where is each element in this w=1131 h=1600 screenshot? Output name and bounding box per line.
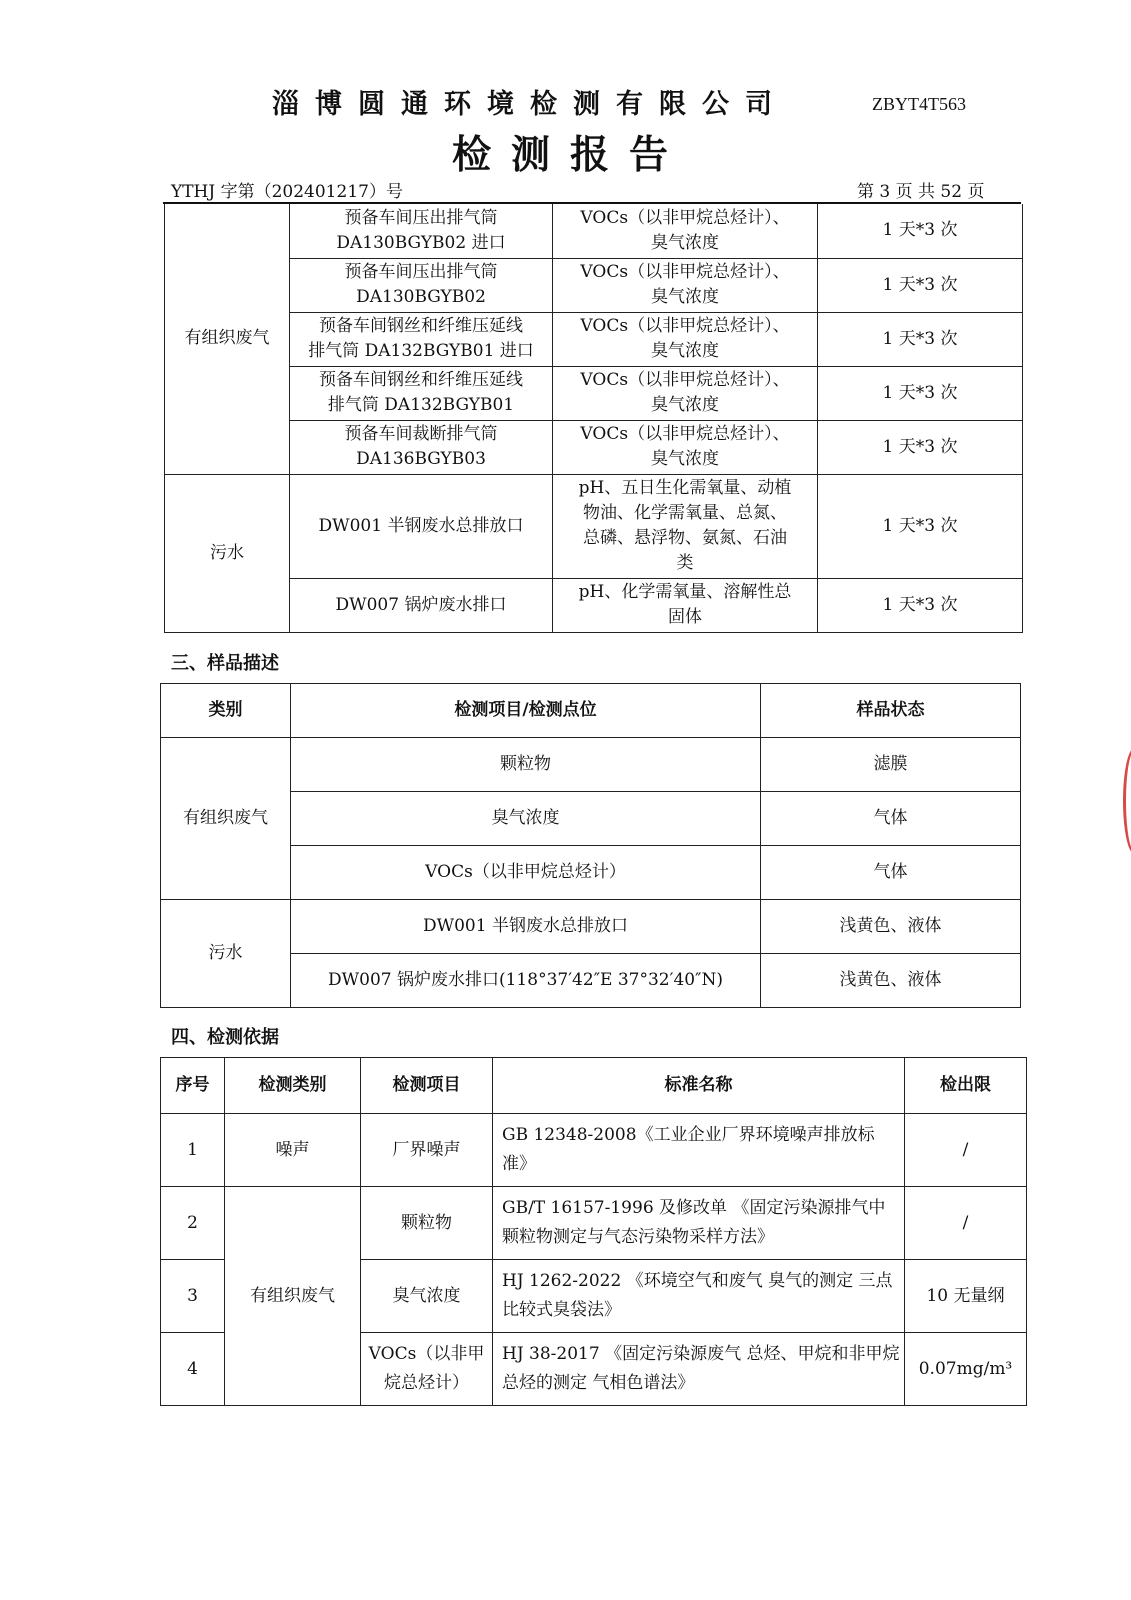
- point-cell: 预备车间压出排气筒 DA130BGYB02 进口: [290, 204, 553, 258]
- limit-cell: /: [905, 1187, 1027, 1260]
- table-row: [165, 578, 1023, 632]
- frequency-cell: 1 天*3 次: [818, 204, 1023, 258]
- column-header: 检测项目/检测点位: [291, 684, 761, 738]
- section-title-sample-description: 三、样品描述: [171, 653, 279, 674]
- frequency-cell: 1 天*3 次: [818, 258, 1023, 312]
- report-title: 检测报告: [452, 132, 689, 178]
- column-header: 检测项目: [361, 1058, 493, 1114]
- item-cell: VOCs（以非甲烷总烃计）: [291, 846, 761, 900]
- category-cell: 污水: [165, 474, 290, 632]
- table-row: [165, 366, 1023, 420]
- standard-cell: HJ 1262-2022 《环境空气和废气 臭气的测定 三点比较式臭袋法》: [493, 1260, 905, 1333]
- point-cell: 预备车间压出排气筒 DA130BGYB02: [290, 258, 553, 312]
- table-row: [161, 1187, 1027, 1260]
- table-row: [161, 738, 1021, 792]
- item-cell: 颗粒物: [291, 738, 761, 792]
- seal-stamp-edge: [1123, 748, 1131, 854]
- category-cell: 有组织废气: [225, 1187, 361, 1406]
- standard-cell: GB/T 16157-1996 及修改单 《固定污染源排气中颗粒物测定与气态污染物采样方法》: [493, 1187, 905, 1260]
- item-cell: DW007 锅炉废水排口(118°37′42″E 37°32′40″N): [291, 954, 761, 1008]
- table-header-row: [161, 1058, 1027, 1114]
- column-header: 检测类别: [225, 1058, 361, 1114]
- item-cell: 颗粒物: [361, 1187, 493, 1260]
- table-row: [165, 204, 1023, 258]
- table-row: [165, 420, 1023, 474]
- items-cell: pH、化学需氧量、溶解性总 固体: [553, 578, 818, 632]
- item-cell: DW001 半钢废水总排放口: [291, 900, 761, 954]
- items-cell: VOCs（以非甲烷总烃计）、 臭气浓度: [553, 420, 818, 474]
- column-header: 序号: [161, 1058, 225, 1114]
- point-cell: 预备车间裁断排气筒 DA136BGYB03: [290, 420, 553, 474]
- point-cell: 预备车间钢丝和纤维压延线 排气筒 DA132BGYB01: [290, 366, 553, 420]
- state-cell: 滤膜: [761, 738, 1021, 792]
- frequency-cell: 1 天*3 次: [818, 366, 1023, 420]
- standard-cell: GB 12348-2008《工业企业厂界环境噪声排放标准》: [493, 1114, 905, 1187]
- category-cell: 污水: [161, 900, 291, 1008]
- column-header: 检出限: [905, 1058, 1027, 1114]
- frequency-cell: 1 天*3 次: [818, 578, 1023, 632]
- table-row: [165, 312, 1023, 366]
- sample-description-table: [160, 683, 1021, 1008]
- sampling-table: [164, 204, 1023, 633]
- items-cell: VOCs（以非甲烷总烃计）、 臭气浓度: [553, 312, 818, 366]
- column-header: 标准名称: [493, 1058, 905, 1114]
- frequency-cell: 1 天*3 次: [818, 420, 1023, 474]
- state-cell: 浅黄色、液体: [761, 900, 1021, 954]
- no-cell: 1: [161, 1114, 225, 1187]
- state-cell: 气体: [761, 846, 1021, 900]
- no-cell: 3: [161, 1260, 225, 1333]
- table-row: [161, 1114, 1027, 1187]
- table-row: [165, 258, 1023, 312]
- company-name: 淄博圆通环境检测有限公司: [272, 89, 788, 120]
- no-cell: 4: [161, 1333, 225, 1406]
- limit-cell: 0.07mg/m³: [905, 1333, 1027, 1406]
- no-cell: 2: [161, 1187, 225, 1260]
- item-cell: 臭气浓度: [291, 792, 761, 846]
- report-number: YTHJ 字第（202401217）号: [171, 182, 403, 202]
- item-cell: VOCs（以非甲烷总烃计）: [361, 1333, 493, 1406]
- table-row: [161, 900, 1021, 954]
- state-cell: 气体: [761, 792, 1021, 846]
- column-header: 类别: [161, 684, 291, 738]
- test-basis-table: [160, 1057, 1027, 1406]
- page-info: 第 3 页 共 52 页: [857, 182, 985, 202]
- point-cell: DW001 半钢废水总排放口: [290, 474, 553, 578]
- item-cell: 厂界噪声: [361, 1114, 493, 1187]
- state-cell: 浅黄色、液体: [761, 954, 1021, 1008]
- items-cell: VOCs（以非甲烷总烃计）、 臭气浓度: [553, 366, 818, 420]
- item-cell: 臭气浓度: [361, 1260, 493, 1333]
- limit-cell: /: [905, 1114, 1027, 1187]
- point-cell: DW007 锅炉废水排口: [290, 578, 553, 632]
- point-cell: 预备车间钢丝和纤维压延线 排气筒 DA132BGYB01 进口: [290, 312, 553, 366]
- category-cell: 有组织废气: [161, 738, 291, 900]
- items-cell: VOCs（以非甲烷总烃计）、 臭气浓度: [553, 204, 818, 258]
- frequency-cell: 1 天*3 次: [818, 474, 1023, 578]
- section-title-test-basis: 四、检测依据: [171, 1027, 279, 1048]
- frequency-cell: 1 天*3 次: [818, 312, 1023, 366]
- category-cell: 噪声: [225, 1114, 361, 1187]
- items-cell: VOCs（以非甲烷总烃计）、 臭气浓度: [553, 258, 818, 312]
- items-cell: pH、五日生化需氧量、动植 物油、化学需氧量、总氮、 总磷、悬浮物、氨氮、石油 类: [553, 474, 818, 578]
- standard-cell: HJ 38-2017 《固定污染源废气 总烃、甲烷和非甲烷总烃的测定 气相色谱法》: [493, 1333, 905, 1406]
- limit-cell: 10 无量纲: [905, 1260, 1027, 1333]
- column-header: 样品状态: [761, 684, 1021, 738]
- document-code: ZBYT4T563: [872, 94, 966, 114]
- table-row: [165, 474, 1023, 578]
- category-cell: 有组织废气: [165, 204, 290, 474]
- table-header-row: [161, 684, 1021, 738]
